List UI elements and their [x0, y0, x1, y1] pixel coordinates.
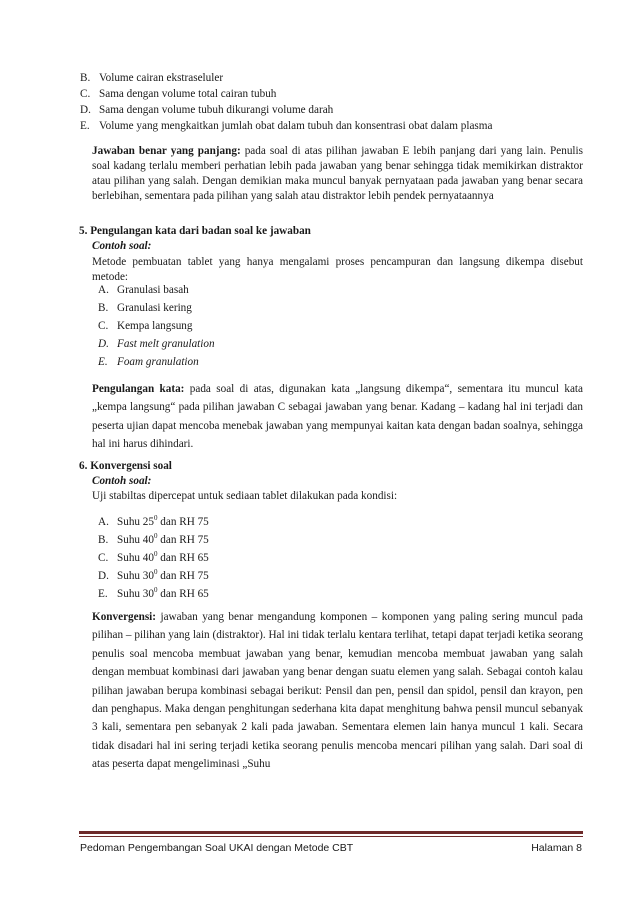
section-6-option-e: E. Suhu $30^0$ dan RH 65	[98, 586, 209, 600]
top-option-d: D. Sama dengan volume tubuh dikurangi volume darah	[80, 104, 334, 116]
section-6-option-b: B. Suhu $40^0$ dan RH 75	[98, 532, 209, 546]
section-6-question: Uji stabiltas dipercepat untuk sediaan tablet dilakukan pada kondisi:	[92, 490, 398, 502]
section-6-option-d: D. Suhu $30^0$ dan RH 75	[98, 568, 209, 582]
long-answer-paragraph: Jawaban benar yang panjang: pada soal di atas pilihan jawaban E lebih panjang dari yang lain. Penulis soal kadang terlalu memberi perhatian lebih pada jawaban yang benar sehingga tidak memikirkan distraktor atau pilihan yang salah. Dengan demikian maka muncul banyak pernyataan pada jawaban yang benar secara berlebihan, sementara pada pilihan yang salah atau distraktor lebih pendek pernyataannya	[92, 145, 583, 202]
top-option-e: E. Volume yang mengkaitkan jumlah obat dalam tubuh dan konsentrasi obat dalam plasma	[80, 120, 493, 132]
section-5-explanation: Pengulangan kata: pada soal di atas, digunakan kata „langsung dikempa“, sementara itu muncul kata „kempa langsung“ pada pilihan jawaban C sebagai jawaban yang benar. Kadang – kadang hal ini terjadi dan peserta ujian dapat mencoba menebak jawaban yang mempunyai kaitan kata dengan badan soalnya, sehingga hal ini harus dihindari.	[92, 383, 584, 450]
section-6-heading: 6. Konvergensi soal	[79, 460, 172, 472]
section-5-option-a: A. Granulasi basah	[98, 284, 189, 296]
section-6-option-a: A. Suhu $25^0$ dan RH 75	[98, 514, 209, 528]
section-6-explanation: Konvergensi: jawaban yang benar mengandung komponen – komponen yang paling sering muncul pada pilihan – pilihan yang lain (distraktor). Hal ini tidak terlalu kentara terlihat, tetapi dapat terjadi ketika seorang penulis soal mencoba membuat jawaban yang benar, kemudian mencoba membuat jawaban yang salah dengan membuat kombinasi dari jawaban yang benar dengan suatu elemen yang salah. Sebagai contoh kalau pilihan jawaban berupa kombinasi sebagai berikut: Pensil dan pen, pensil dan spidol, pensil dan krayon, pen dan penghapus. Maka dengan penghitungan sederhana kita dapat menghitung bahwa pensil muncul sebanyak 3 kali, sementara pen sebanyak 2 kali pada jawaban. Sementara elemen lain hanya muncul 1 kali. Secara tidak disadari hal ini sering terjadi ketika seorang penulis mencoba mencari pilihan yang salah. Dari soal di atas peserta dapat mengeliminasi „Suhu	[92, 611, 583, 771]
section-6-option-c: C. Suhu $40^0$ dan RH 65	[98, 550, 209, 564]
top-option-c: C. Sama dengan volume total cairan tubuh	[80, 88, 277, 100]
section-6-example-label: Contoh soal:	[92, 475, 152, 487]
section-5-option-c: C. Kempa langsung	[98, 320, 193, 332]
section-5-question: Metode pembuatan tablet yang hanya mengalami proses pencampuran dan langsung dikempa disebut metode:	[92, 256, 583, 283]
section-5-example-label: Contoh soal:	[92, 240, 152, 252]
top-option-b: B. Volume cairan ekstraseluler	[80, 72, 224, 84]
section-5-option-b: B. Granulasi kering	[98, 302, 192, 314]
footer-page-number: Halaman 8	[531, 842, 582, 854]
section-5-option-d: D. Fast melt granulation	[98, 338, 215, 350]
footer-title: Pedoman Pengembangan Soal UKAI dengan Metode CBT	[80, 842, 354, 854]
section-5-heading: 5. Pengulangan kata dari badan soal ke jawaban	[79, 225, 311, 237]
footer-rule-thin	[79, 836, 583, 837]
section-5-option-e: E. Foam granulation	[98, 356, 199, 368]
footer-rule-thick	[79, 831, 583, 834]
